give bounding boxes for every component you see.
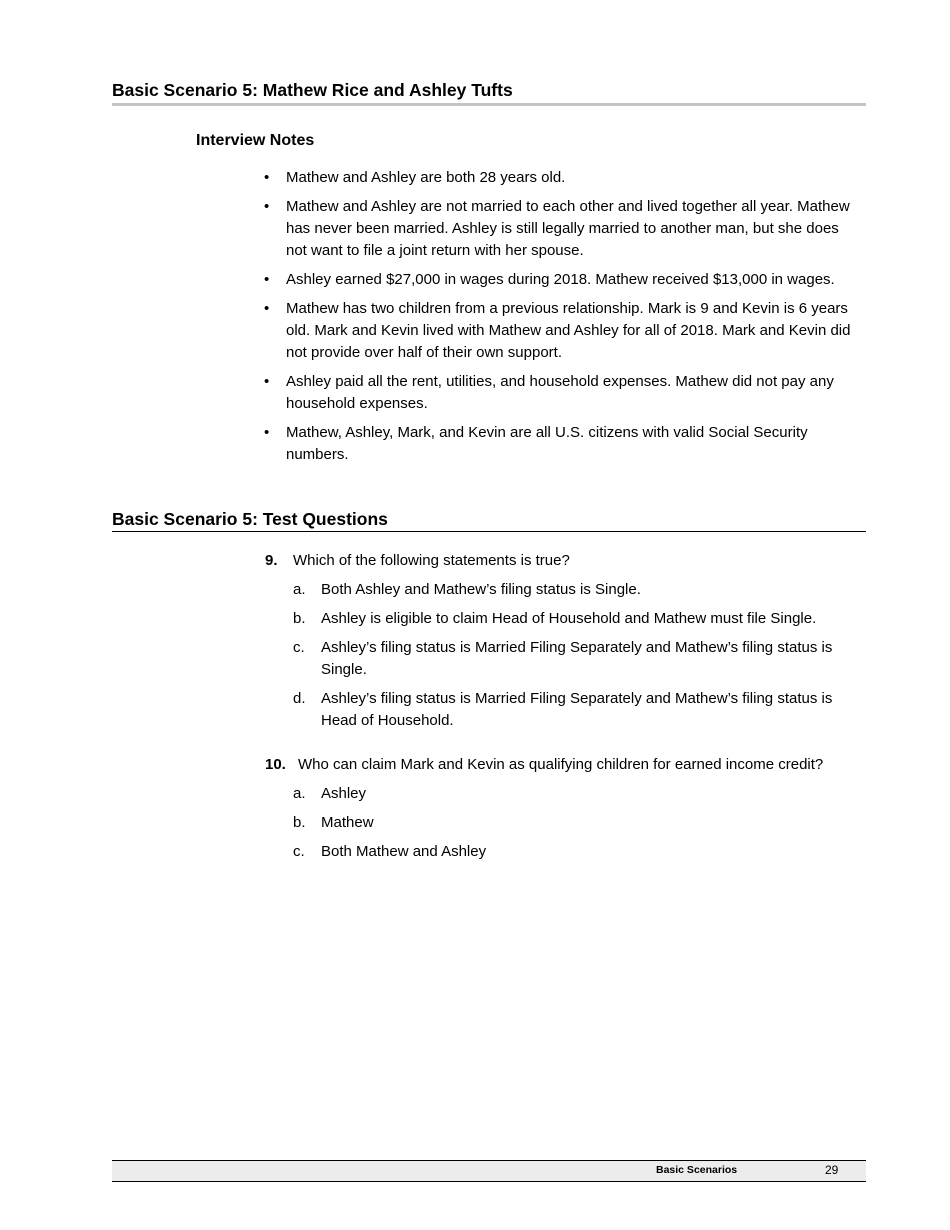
page-footer: [112, 1160, 866, 1182]
note-text: Ashley paid all the rent, utilities, and household expenses. Mathew did not pay any household expenses.: [286, 373, 834, 412]
option-text: Mathew: [321, 814, 374, 831]
bullet-icon: •: [264, 300, 270, 318]
option-letter: a.: [293, 580, 306, 598]
page-number: 29: [825, 1163, 839, 1177]
option-letter: b.: [293, 814, 306, 831]
list-item: [264, 371, 860, 414]
list-item: [264, 196, 860, 261]
option-text: Ashley: [321, 784, 367, 802]
answer-options: [293, 783, 860, 863]
question-text: Which of the following statements is true?: [293, 552, 570, 569]
question-9: [265, 550, 860, 739]
note-text: Ashley earned $27,000 in wages during 2018. Mathew received $13,000 in wages.: [286, 271, 835, 288]
note-text: Mathew and Ashley are both 28 years old.: [286, 169, 566, 186]
option-letter: a.: [293, 784, 306, 802]
footer-section-label: Basic Scenarios: [656, 1164, 738, 1176]
answer-option: [293, 783, 860, 805]
question-number: 10.: [265, 756, 286, 773]
interview-notes-heading: Interview Notes: [196, 132, 315, 149]
question-text: Who can claim Mark and Kevin as qualifying children for earned income credit?: [298, 756, 824, 773]
questions-divider: [112, 531, 866, 532]
option-text: Ashley’s filing status is Married Filing Separately and Mathew’s filing status is Single.: [321, 639, 833, 678]
note-text: Mathew and Ashley are not married to each other and lived together all year. Mathew has never been married. Ashley is still legally married to another man, but she does not want to file a joint return with her spouse.: [286, 198, 850, 259]
answer-option: [293, 841, 860, 863]
interview-notes-list: [264, 167, 860, 473]
option-text: Both Ashley and Mathew’s filing status is Single.: [321, 580, 641, 598]
answer-option: [293, 637, 860, 680]
answer-option: [293, 608, 860, 630]
option-letter: c.: [293, 639, 305, 657]
answer-option: [293, 688, 860, 731]
option-letter: b.: [293, 610, 306, 627]
option-letter: d.: [293, 690, 306, 708]
note-text: Mathew has two children from a previous relationship. Mark is 9 and Kevin is 6 years old. Mark and Kevin lived with Mathew and Ashley for all of 2018. Mark and Kevin did not provide over half of their own support.: [286, 300, 851, 361]
bullet-icon: •: [264, 169, 270, 186]
answer-options: [293, 579, 860, 732]
list-item: [264, 298, 860, 363]
bullet-icon: •: [264, 198, 270, 216]
title-divider: [112, 103, 866, 106]
list-item: [264, 167, 860, 189]
option-letter: c.: [293, 843, 305, 861]
test-questions-title: Basic Scenario 5: Test Questions: [112, 509, 388, 529]
list-item: [264, 422, 860, 465]
answer-option: [293, 579, 860, 601]
list-item: [264, 269, 860, 291]
question-number: 9.: [265, 552, 278, 569]
option-text: Ashley is eligible to claim Head of Household and Mathew must file Single.: [321, 610, 817, 627]
answer-option: [293, 812, 860, 834]
bullet-icon: •: [264, 271, 270, 288]
bullet-icon: •: [264, 373, 270, 390]
bullet-icon: •: [264, 424, 270, 441]
note-text: Mathew, Ashley, Mark, and Kevin are all U.S. citizens with valid Social Security numbers.: [286, 424, 808, 463]
option-text: Both Mathew and Ashley: [321, 843, 487, 861]
option-text: Ashley’s filing status is Married Filing Separately and Mathew’s filing status is Head of Household.: [321, 690, 833, 729]
question-10: [265, 754, 860, 871]
scenario-title: Basic Scenario 5: Mathew Rice and Ashley Tufts: [112, 80, 513, 100]
